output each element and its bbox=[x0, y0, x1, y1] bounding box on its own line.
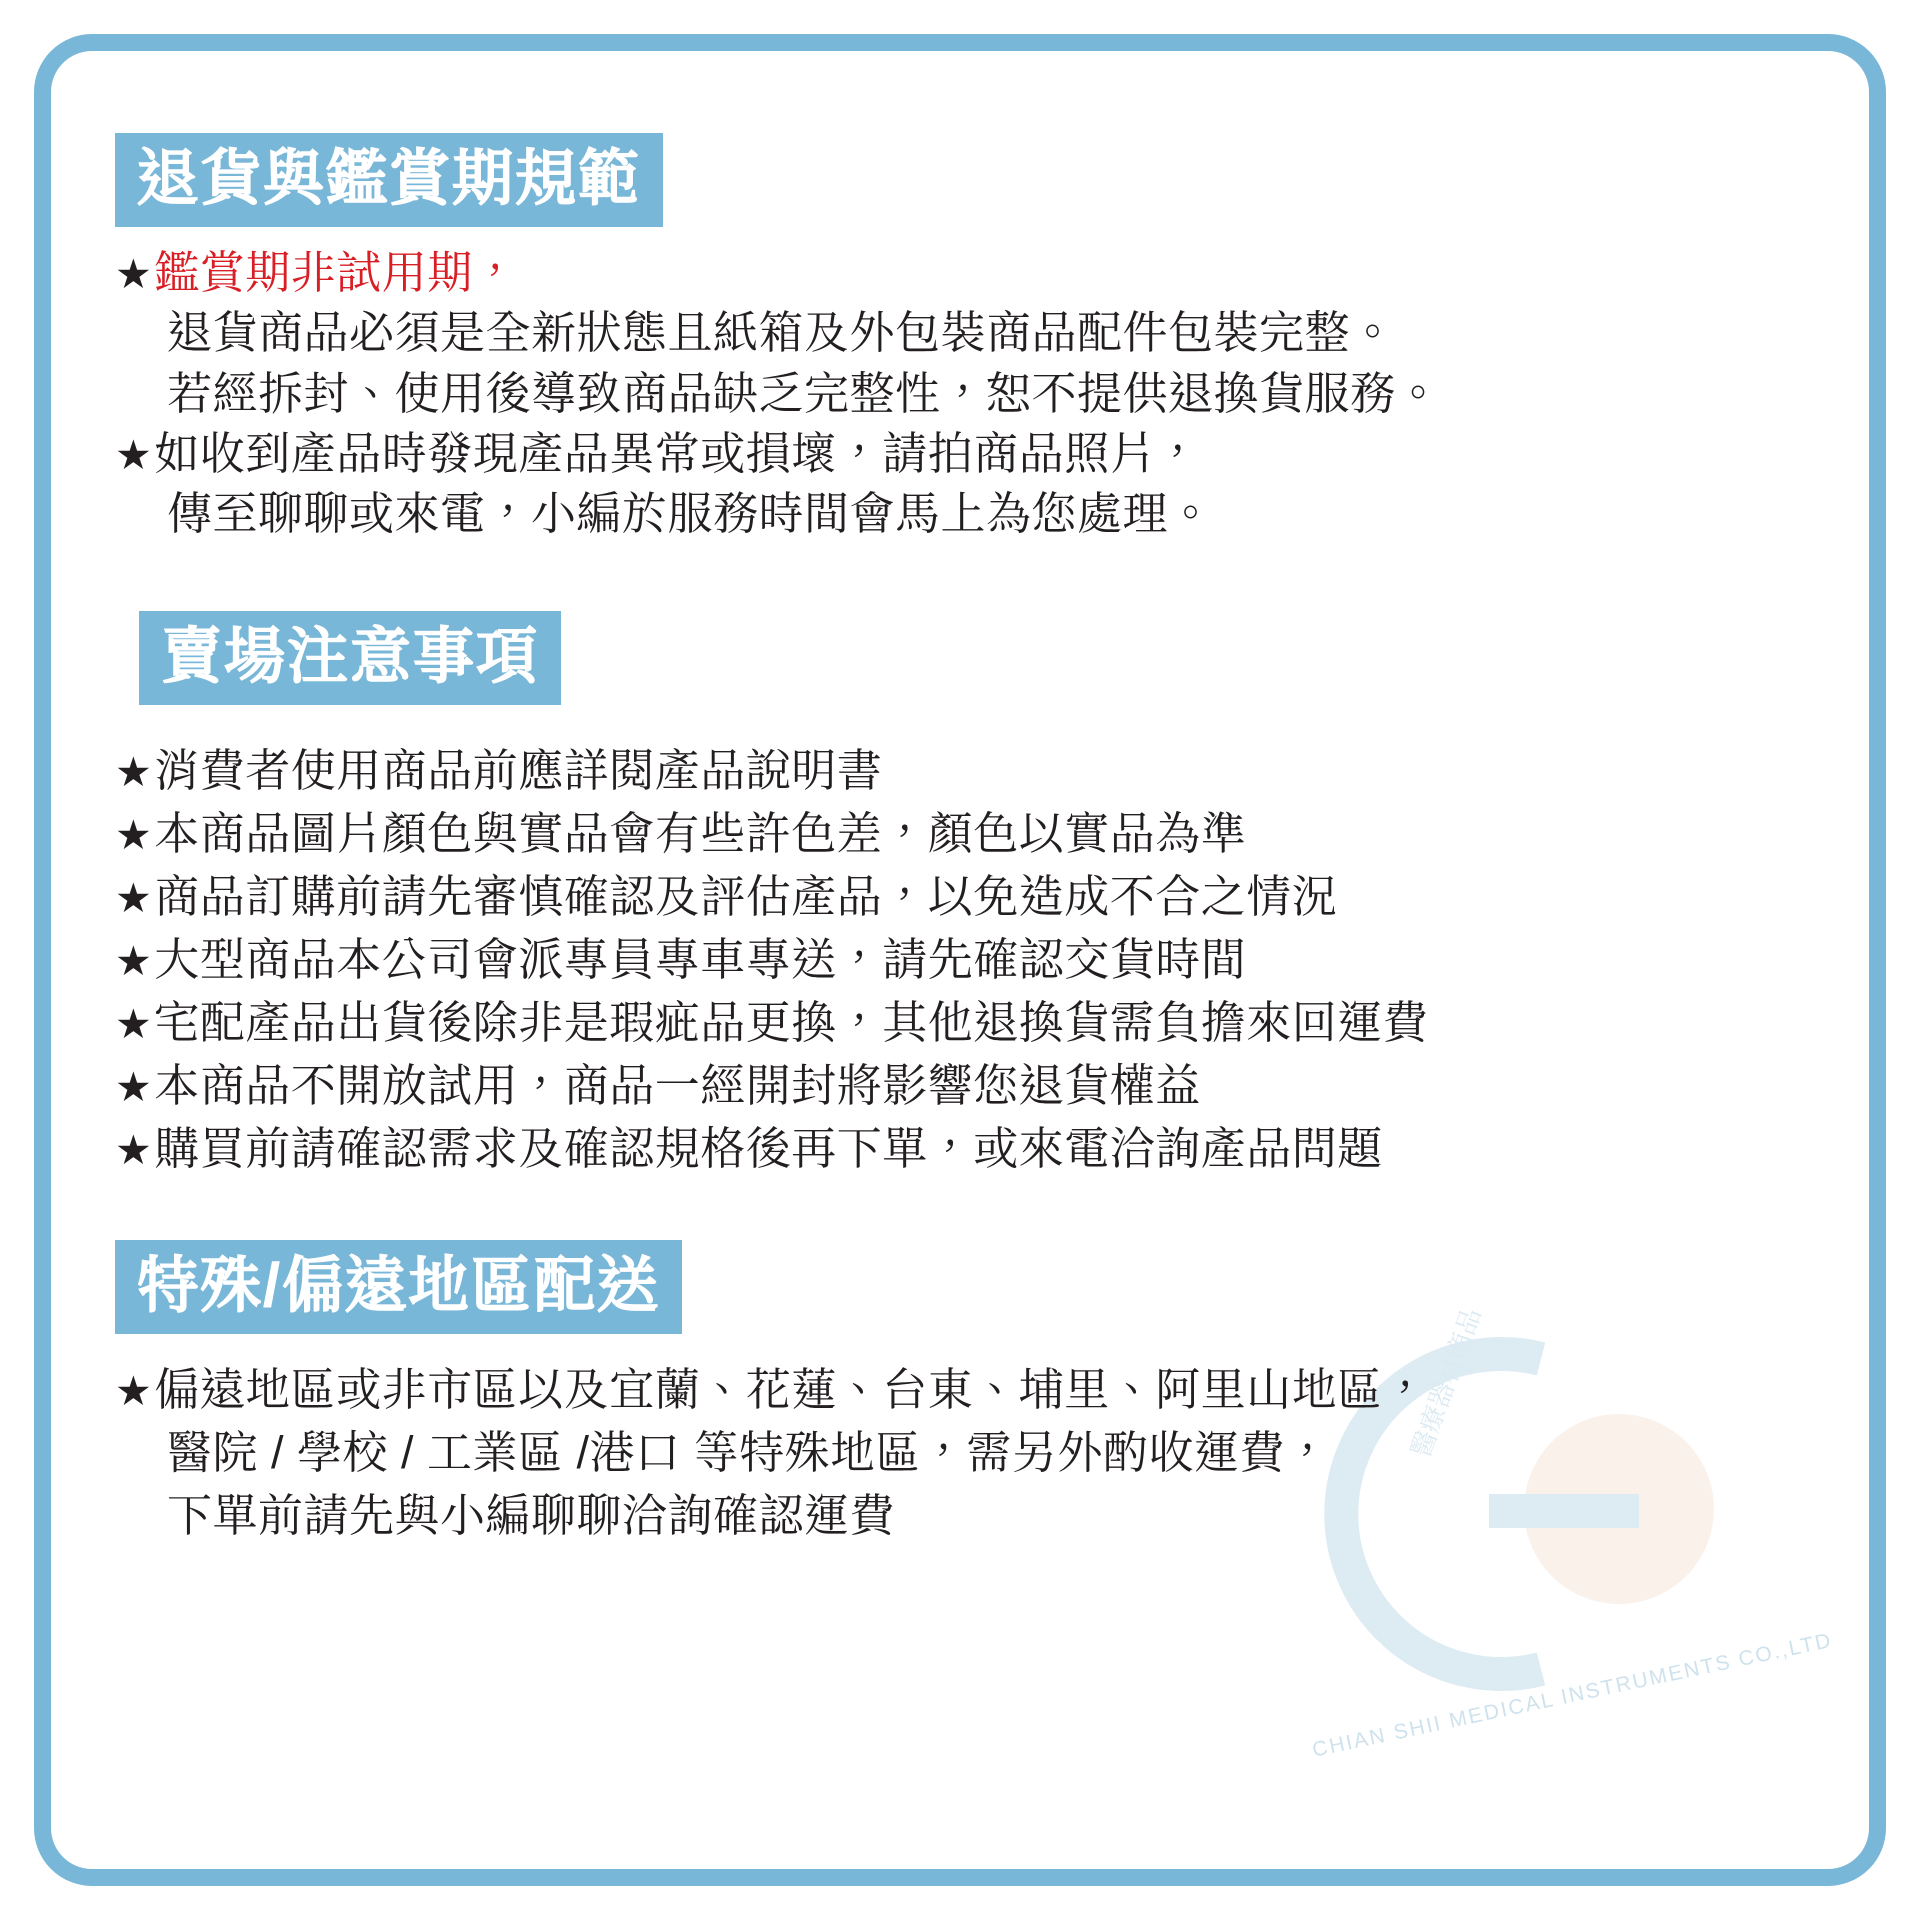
star-icon: ★ bbox=[115, 1367, 153, 1414]
star-icon: ★ bbox=[115, 1000, 153, 1047]
list-item bbox=[115, 1117, 1805, 1180]
list-item bbox=[115, 928, 1805, 991]
star-icon: ★ bbox=[115, 431, 153, 478]
store-notice-list bbox=[115, 739, 1805, 1180]
list-item bbox=[115, 1358, 1805, 1421]
section-heading-remote-area-delivery: 特殊/偏遠地區配送 bbox=[115, 1240, 682, 1334]
list-item bbox=[115, 991, 1805, 1054]
watermark-company-text: CHIAN SHII MEDICAL INSTRUMENTS CO.,LTD bbox=[1310, 1628, 1829, 1762]
list-item bbox=[115, 802, 1805, 865]
section-store-notice bbox=[115, 611, 1805, 1180]
list-item bbox=[115, 1421, 1805, 1484]
section-heading-store-notice: 賣場注意事項 bbox=[139, 611, 561, 705]
list-item bbox=[115, 243, 1805, 303]
return-policy-list bbox=[115, 243, 1805, 544]
star-icon: ★ bbox=[115, 251, 153, 298]
list-item-text: 商品訂購前請先審慎確認及評估產品，以免造成不合之情況 bbox=[154, 870, 1338, 922]
star-icon: ★ bbox=[115, 874, 153, 921]
star-icon: ★ bbox=[115, 811, 153, 858]
list-item bbox=[115, 865, 1805, 928]
star-icon: ★ bbox=[115, 937, 153, 984]
list-item bbox=[115, 484, 1805, 544]
svg-text:CHIAN SHII MEDICAL INSTRUMENTS bbox=[1310, 1629, 1829, 1762]
list-item-text: 大型商品本公司會派專員專車專送，請先確認交貨時間 bbox=[154, 933, 1247, 985]
list-item-text: 下單前請先與小編聊聊洽詢確認運費 bbox=[167, 1489, 896, 1541]
list-item bbox=[115, 364, 1805, 424]
document-content bbox=[51, 51, 1869, 1547]
list-item-text: 退貨商品必須是全新狀態且紙箱及外包裝商品配件包裝完整。 bbox=[167, 307, 1396, 359]
list-item-text: 傳至聊聊或來電，小編於服務時間會馬上為您處理。 bbox=[167, 488, 1214, 540]
list-item-text: 消費者使用商品前應詳閱產品說明書 bbox=[154, 744, 883, 796]
list-item-text: 宅配產品出貨後除非是瑕疵品更換，其他退換貨需負擔來回運費 bbox=[154, 996, 1429, 1048]
section-return-policy bbox=[115, 133, 1805, 545]
list-item-text: 如收到產品時發現產品異常或損壞，請拍商品照片， bbox=[154, 427, 1201, 479]
list-item-text: 本商品圖片顏色與實品會有些許色差，顏色以實品為準 bbox=[154, 807, 1247, 859]
list-item-text: 若經拆封、使用後導致商品缺乏完整性，恕不提供退換貨服務。 bbox=[167, 367, 1442, 419]
star-icon: ★ bbox=[115, 748, 153, 795]
list-item-text: 購買前請確認需求及確認規格後再下單，或來電洽詢產品問題 bbox=[154, 1122, 1383, 1174]
section-remote-area-delivery bbox=[115, 1240, 1805, 1547]
list-item bbox=[115, 1054, 1805, 1117]
list-item-text: 醫院 / 學校 / 工業區 /港口 等特殊地區，需另外酌收運費， bbox=[167, 1426, 1331, 1478]
list-item bbox=[115, 303, 1805, 363]
list-item-text: 本商品不開放試用，商品一經開封將影響您退貨權益 bbox=[154, 1059, 1201, 1111]
remote-area-list bbox=[115, 1358, 1805, 1547]
list-item bbox=[115, 739, 1805, 802]
watermark-company-text-zh: 醫療器材商品 bbox=[1405, 1303, 1487, 1461]
rounded-border-frame bbox=[34, 34, 1886, 1886]
star-icon: ★ bbox=[115, 1063, 153, 1110]
star-icon: ★ bbox=[115, 1126, 153, 1173]
list-item-text: 鑑賞期非試用期， bbox=[154, 247, 519, 299]
list-item-text: 偏遠地區或非市區以及宜蘭、花蓮、台東、埔里、阿里山地區， bbox=[154, 1363, 1429, 1415]
list-item bbox=[115, 424, 1805, 484]
section-heading-return-policy: 退貨與鑑賞期規範 bbox=[115, 133, 663, 227]
list-item bbox=[115, 1484, 1805, 1547]
